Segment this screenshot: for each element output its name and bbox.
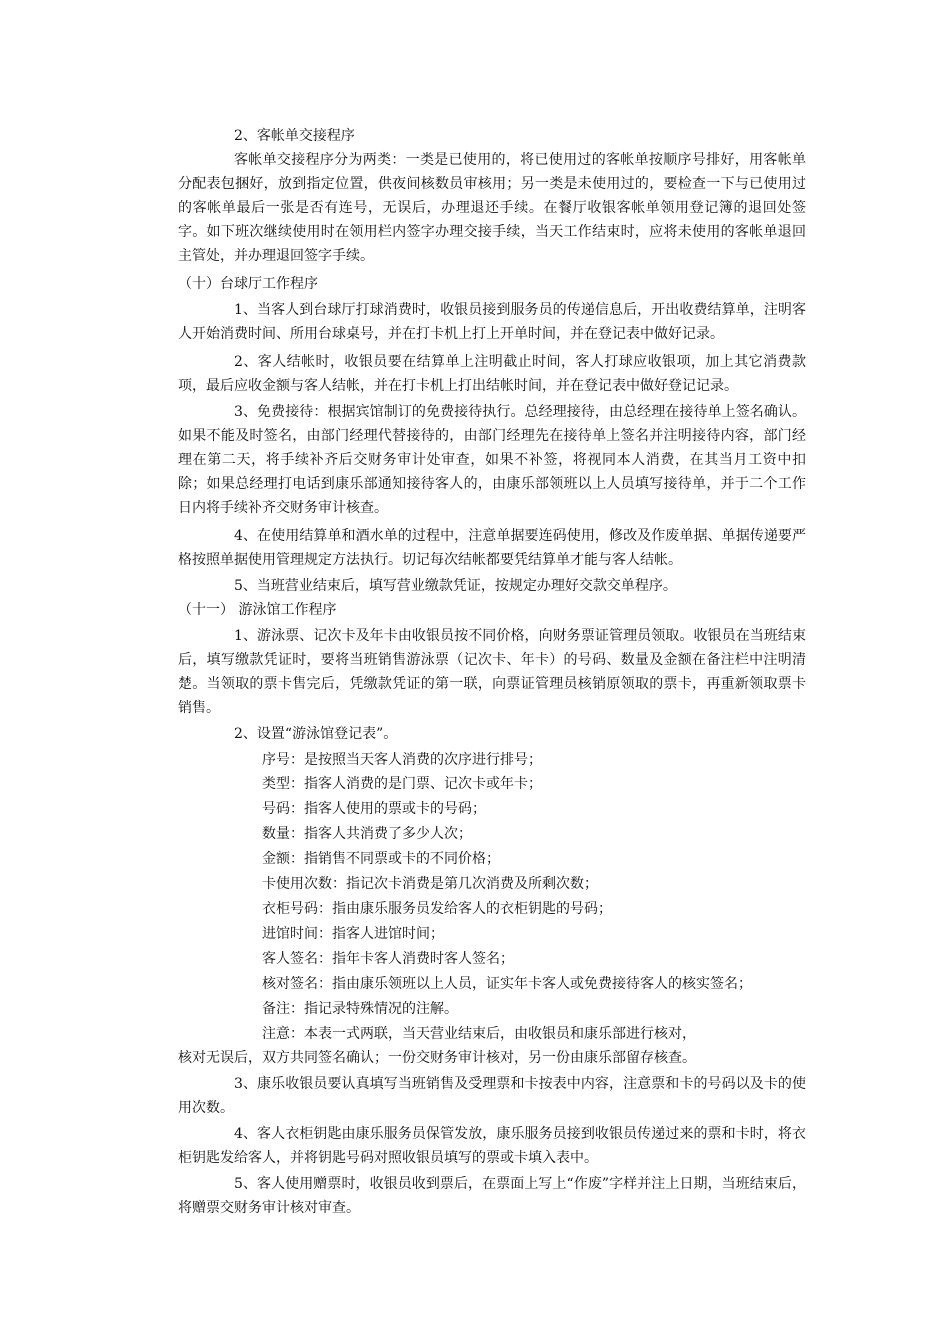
register-item: 客人签名：指年卡客人消费时客人签名； (262, 951, 514, 967)
section-10-para-5: 5、当班营业结束后，填写营业缴款凭证，按规定办理好交款交单程序。 (234, 578, 677, 594)
register-item: 备注：指记录特殊情况的注解。 (262, 1001, 458, 1017)
section-10-para-3: 3、免费接待：根据宾馆制订的免费接待执行。总经理接待，由总经理在接待单上签名确认。如果不能及时签名，由部门经理代替接待的，由部门经理先在接待单上签名并注明接待内容，部门经理在第二天，将手续补齐后交财务审计处审查，如果不补签，将视同本人消费，在其当月工资中扣除；如果总经理打电话到康乐部通知接待客人的，由康乐部领班以上人员填写接待单，并于二个工作日内将手续补齐交财务审计核查。 (178, 404, 806, 516)
section-11-para-4: 4、客人衣柜钥匙由康乐服务员保管发放，康乐服务员接到收银员传递过来的票和卡时，将衣柜钥匙发给客人，并将钥匙号码对照收银员填写的票或卡填入表中。 (178, 1126, 806, 1166)
register-item: 卡使用次数：指记次卡消费是第几次消费及所剩次数； (262, 876, 598, 892)
register-item: 类型：指客人消费的是门票、记次卡或年卡； (262, 776, 542, 792)
note-line-1: 注意：本表一式两联，当天营业结束后，由收银员和康乐部进行核对， (262, 1026, 696, 1042)
note-line-2: 核对无误后，双方共同签名确认；一份交财务审计核对，另一份由康乐部留存核查。 (178, 1050, 696, 1066)
section-11-para-5: 5、客人使用赠票时，收银员收到票后，在票面上写上“作废”字样并注上日期，当班结束后，将赠票交财务审计核对审查。 (178, 1176, 806, 1216)
register-item: 数量：指客人共消费了多少人次； (262, 826, 472, 842)
section-11-para-1: 1、游泳票、记次卡及年卡由收银员按不同价格，向财务票证管理员领取。收银员在当班结束后，填写缴款凭证时，要将当班销售游泳票（记次卡、年卡）的号码、数量及金额在备注栏中注明清楚。当领取的票卡售完后，凭缴款凭证的第一联，向票证管理员核销原领取的票卡，再重新领取票卡销售。 (178, 628, 806, 716)
section-10-title: （十）台球厅工作程序 (178, 276, 318, 292)
section-10-para-1: 1、当客人到台球厅打球消费时，收银员接到服务员的传递信息后，开出收费结算单，注明客人开始消费时间、所用台球桌号，并在打卡机上打上开单时间，并在登记表中做好记录。 (178, 302, 806, 342)
register-item: 金额：指销售不同票或卡的不同价格； (262, 851, 500, 867)
register-item: 进馆时间：指客人进馆时间； (262, 926, 444, 942)
register-item: 衣柜号码：指由康乐服务员发给客人的衣柜钥匙的号码； (262, 901, 612, 917)
section-2-title: 2、客帐单交接程序 (234, 128, 355, 144)
section-11-para-2-title: 2、设置“游泳馆登记表”。 (234, 726, 398, 742)
section-11-title: （十一） 游泳馆工作程序 (178, 602, 337, 618)
register-item: 序号：是按照当天客人消费的次序进行排号； (262, 752, 542, 768)
section-10-para-4: 4、在使用结算单和酒水单的过程中，注意单据要连码使用，修改及作废单据、单据传递要严格按照单据使用管理规定方法执行。切记每次结帐都要凭结算单才能与客人结帐。 (178, 528, 806, 568)
section-10-para-2: 2、客人结帐时，收银员要在结算单上注明截止时间，客人打球应收银项，加上其它消费款项，最后应收金额与客人结帐，并在打卡机上打出结帐时间，并在登记表中做好登记记录。 (178, 354, 806, 394)
register-item: 核对签名：指由康乐领班以上人员，证实年卡客人或免费接待客人的核实签名； (262, 976, 752, 992)
section-11-para-3: 3、康乐收银员要认真填写当班销售及受理票和卡按表中内容，注意票和卡的号码以及卡的使用次数。 (178, 1076, 806, 1116)
register-item: 号码：指客人使用的票或卡的号码； (262, 801, 486, 817)
section-2-body: 客帐单交接程序分为两类：一类是已使用的，将已使用过的客帐单按顺序号排好，用客帐单分配表包捆好，放到指定位置，供夜间核数员审核用；另一类是未使用过的，要检查一下与已使用过的客帐单最后一张是否有连号，无误后，办理退还手续。在餐厅收银客帐单领用登记簿的退回处签字。如下班次继续使用时在领用栏内签字办理交接手续，当天工作结束时，应将未使用的客帐单退回主管处，并办理退回签字手续。 (178, 152, 806, 264)
